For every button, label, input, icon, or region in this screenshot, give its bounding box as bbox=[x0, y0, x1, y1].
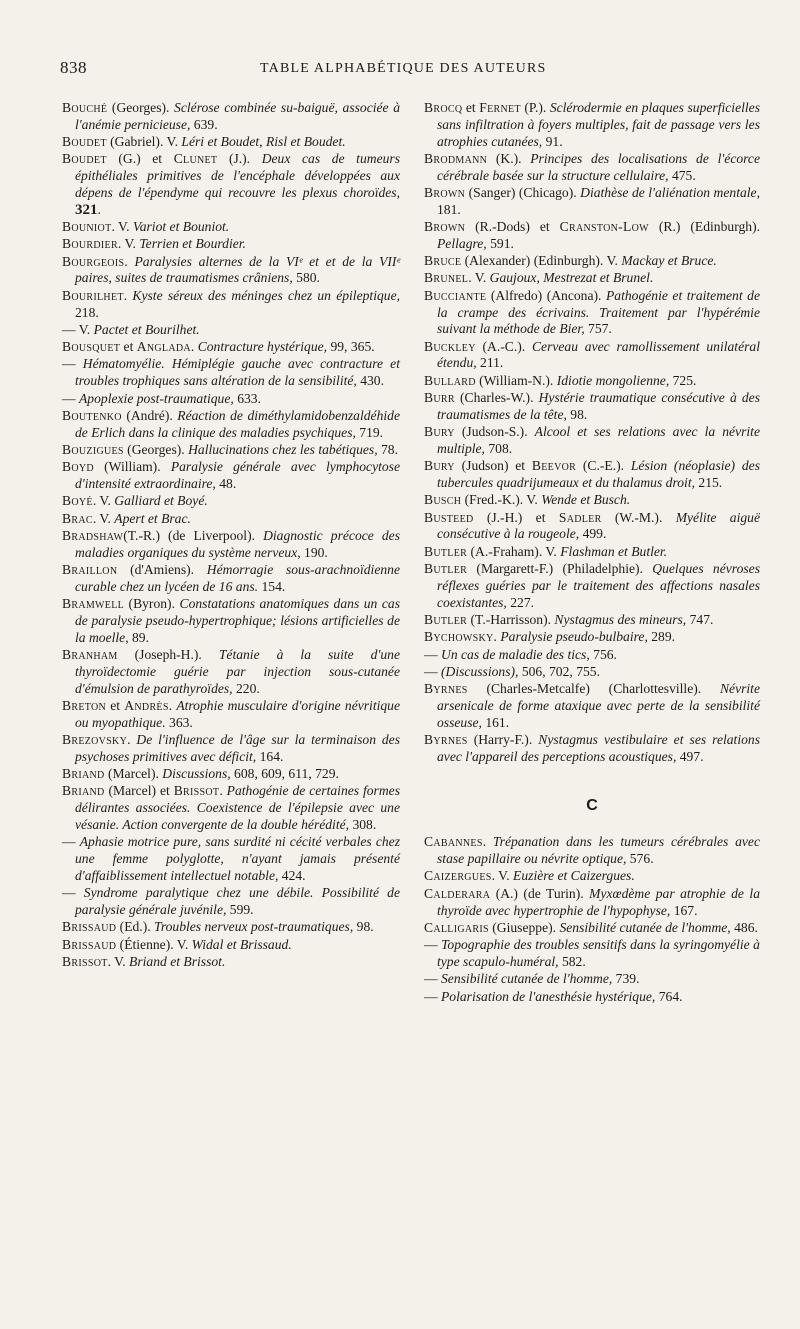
entry-text: 486. bbox=[730, 919, 758, 935]
entry-text: 475. bbox=[668, 167, 696, 183]
entry-text: . V. bbox=[468, 270, 490, 286]
work-title: Sclérose combinée su-baiguë, associée à l'anémie pernicieuse, bbox=[75, 100, 400, 132]
entry-text: 576. bbox=[626, 851, 654, 867]
author-name: Anglada bbox=[136, 339, 191, 355]
index-entry bbox=[62, 408, 400, 442]
entry-text: (K.). bbox=[487, 150, 531, 166]
entry-text: (A.) (de Turin). bbox=[490, 885, 590, 901]
author-name: Busteed bbox=[424, 509, 474, 525]
work-title: Hémorragie sous-arachnoïdienne curable chez un lycéen de 16 ans. bbox=[75, 562, 400, 594]
author-name: Brissaud bbox=[62, 919, 117, 935]
entry-text: 756. bbox=[589, 646, 617, 662]
entry-text: (C.-E.). bbox=[576, 458, 631, 474]
entry-text: — bbox=[62, 356, 83, 372]
entry-text: (Giuseppe). bbox=[488, 919, 560, 935]
index-entry bbox=[424, 219, 760, 253]
entry-text: 591. bbox=[486, 235, 514, 251]
work-title: Diagnostic précoce des maladies organiques du système nerveux, bbox=[75, 527, 400, 560]
work-title: Kyste séreux des méninges chez un épileptique, bbox=[132, 287, 400, 303]
work-title: Gaujoux, Mestrezat et Brunel. bbox=[489, 270, 654, 286]
entry-text: 430. bbox=[356, 373, 384, 389]
entry-text: . V. bbox=[92, 510, 115, 526]
author-name: Brown bbox=[424, 184, 466, 200]
work-title: Wende et Busch. bbox=[541, 492, 631, 508]
index-entry bbox=[62, 596, 400, 646]
author-name: Sadler bbox=[558, 509, 602, 525]
entry-text: . V. bbox=[92, 493, 115, 509]
work-title: Principes des localisations de l'écorce cérébrale basée sur la structure cellulaire, bbox=[437, 150, 760, 183]
entry-text: . V. bbox=[491, 868, 514, 884]
entry-text: 190. bbox=[300, 544, 328, 560]
index-entry bbox=[424, 151, 760, 185]
author-name: Brissot bbox=[62, 953, 108, 969]
entry-text: 289. bbox=[647, 629, 676, 645]
work-title: Idiotie mongolienne, bbox=[556, 372, 670, 388]
work-title: (Discussions), bbox=[441, 663, 519, 679]
work-title: Mackay et Bruce. bbox=[621, 253, 717, 269]
author-name: Boudet bbox=[62, 134, 107, 150]
author-name: Brunel bbox=[424, 270, 469, 286]
author-name: Brissaud bbox=[62, 936, 117, 952]
work-title: Constatations anatomiques dans un cas de paralysie pseudo-hypertrophique; lésions artificielles de la moelle, bbox=[75, 596, 400, 645]
entry-text: 91. bbox=[542, 133, 563, 149]
entry-text: . bbox=[190, 339, 198, 355]
work-title: Terrien et Bourdier. bbox=[139, 236, 246, 252]
work-title: Flashman et Butler. bbox=[560, 543, 668, 559]
index-entry bbox=[62, 236, 400, 253]
entry-text: (Fred.-K.). V. bbox=[461, 492, 542, 508]
entry-text: . bbox=[168, 697, 177, 713]
entry-text: (Joseph-H.). bbox=[117, 647, 219, 662]
author-name: Boutenko bbox=[62, 407, 122, 423]
index-entry bbox=[424, 612, 760, 629]
entry-text: 580. bbox=[292, 270, 320, 286]
index-entry bbox=[424, 561, 760, 611]
author-name: Butler bbox=[424, 611, 468, 627]
index-entry bbox=[62, 937, 400, 954]
index-entry bbox=[424, 834, 760, 868]
entry-text: et bbox=[120, 339, 137, 355]
index-entry bbox=[62, 151, 400, 218]
entry-text: 363. bbox=[165, 714, 193, 730]
author-name: Caizergues bbox=[424, 868, 492, 884]
author-name: Bury bbox=[424, 424, 455, 440]
entry-text: (Harry-F.). bbox=[467, 731, 539, 747]
author-name: Bruce bbox=[424, 253, 462, 269]
author-name: Boyd bbox=[62, 459, 94, 475]
author-name: Butler bbox=[424, 561, 468, 577]
work-title: Pellagre, bbox=[437, 235, 487, 251]
author-name: Byrnes bbox=[424, 731, 468, 747]
index-entry bbox=[62, 391, 400, 408]
entry-text: (Étienne). V. bbox=[116, 936, 192, 952]
index-entry bbox=[62, 442, 400, 459]
entry-text: 215. bbox=[695, 475, 723, 491]
entry-text: (A.-Fraham). V. bbox=[467, 543, 561, 559]
entry-text: — bbox=[424, 937, 442, 953]
entry-text: (Judson) et bbox=[454, 458, 532, 474]
work-title: Syndrome paralytique chez une débile. Possibilité de paralysie générale juvénile, bbox=[75, 885, 400, 917]
entry-text: — V. bbox=[62, 321, 94, 337]
index-entry bbox=[62, 493, 400, 510]
work-title: Hallucinations chez les tabétiques, bbox=[188, 441, 378, 457]
work-title: Widal et Brissaud. bbox=[191, 936, 292, 952]
entry-text: 220. bbox=[232, 680, 260, 696]
author-name: Bradshaw bbox=[62, 527, 124, 543]
entry-text: 78. bbox=[377, 441, 398, 457]
work-title: Deux cas de tumeurs épithéliales primitives de l'encéphale développées aux dépens de l'épendyme qui recouvre les plexus choroïdes, bbox=[75, 151, 400, 200]
index-entry bbox=[424, 373, 760, 390]
index-entry bbox=[62, 732, 400, 766]
entry-text: 167. bbox=[670, 902, 698, 918]
author-name: Burr bbox=[424, 390, 455, 406]
work-title: Cerveau avec ramollissement unilatéral étendu, bbox=[437, 338, 760, 371]
entry-text: 499. bbox=[579, 526, 607, 542]
entry-text: 164. bbox=[256, 748, 284, 764]
entry-text: . V. bbox=[117, 236, 140, 252]
work-title: Polarisation de l'anesthésie hystérique, bbox=[441, 988, 656, 1004]
author-name: Andrès bbox=[124, 697, 169, 713]
index-entry bbox=[424, 510, 760, 544]
running-title: TABLE ALPHABÉTIQUE DES AUTEURS bbox=[260, 61, 547, 76]
entry-text: (Alfredo) (Ancona). bbox=[486, 287, 606, 303]
index-entry bbox=[424, 185, 760, 219]
entry-text: (Margarett-F.) (Philadelphie). bbox=[467, 561, 653, 577]
work-title: Topographie des troubles sensitifs dans la syringomyélie à type scapulo-huméral, bbox=[437, 937, 760, 969]
entry-text: — bbox=[424, 971, 441, 987]
entry-text: 89. bbox=[128, 629, 149, 645]
author-name: Bychowsky bbox=[424, 629, 494, 645]
index-entry bbox=[424, 492, 760, 509]
author-name: Butler bbox=[424, 543, 468, 559]
entry-text: — bbox=[424, 646, 441, 662]
work-title: Euzière et Caizergues. bbox=[513, 868, 635, 884]
work-title: Discussions, bbox=[162, 766, 231, 782]
work-title: Quelques névroses réflexes guéries par le traitement des affections nasales coexistantes, bbox=[437, 561, 760, 610]
entry-text: 708. bbox=[484, 440, 513, 456]
entry-text: et bbox=[462, 100, 480, 115]
work-title: Névrite arsenicale de forme ataxique avec perte de la sensibilité osseuse, bbox=[437, 681, 760, 730]
index-entry bbox=[62, 254, 400, 288]
entry-text: 599. bbox=[226, 901, 254, 917]
entry-text: . bbox=[493, 629, 501, 645]
entry-text: — bbox=[424, 663, 441, 679]
author-name: Fernet bbox=[479, 100, 521, 115]
author-name: Busch bbox=[424, 492, 462, 508]
author-name: Breton bbox=[62, 697, 107, 713]
author-name: Briand bbox=[62, 783, 105, 799]
work-title: Contracture hystérique, bbox=[197, 339, 328, 355]
author-name: Bourilhet bbox=[62, 287, 124, 303]
entry-text: (Georges). bbox=[123, 441, 189, 457]
work-title: Apert et Brac. bbox=[114, 510, 191, 526]
entry-text: (Ed.). bbox=[116, 919, 155, 935]
entry-text: (André). bbox=[121, 407, 178, 423]
entry-text: 725. bbox=[669, 372, 697, 388]
author-name: Briand bbox=[62, 766, 105, 782]
index-entry bbox=[424, 424, 760, 458]
index-entry bbox=[424, 681, 760, 731]
work-title: Hématomyélie. Hémiplégie gauche avec contracture et troubles trophiques sans altération de la sensibilité, bbox=[75, 356, 400, 389]
work-title: Un cas de maladie des tics, bbox=[441, 646, 590, 662]
index-entry bbox=[62, 647, 400, 697]
entry-text: 608, 609, 611, 729. bbox=[230, 766, 339, 782]
work-title: Sensibilité cutanée de l'homme, bbox=[559, 919, 731, 935]
work-title: Pactet et Bourilhet. bbox=[93, 321, 200, 337]
entry-text: (Charles-W.). bbox=[454, 390, 539, 406]
entry-text: (Byron). bbox=[124, 596, 180, 612]
work-title: Nystagmus vestibulaire et ses relations avec l'appareil des perceptions acoustiques, bbox=[437, 731, 760, 764]
work-title: Alcool et ses relations avec la névrite multiple, bbox=[437, 424, 760, 456]
entry-text: (William). bbox=[93, 459, 171, 475]
index-entry bbox=[424, 647, 760, 664]
author-name: Cranston-Low bbox=[559, 219, 649, 235]
index-entry bbox=[424, 920, 760, 937]
work-title: Myxœdème par atrophie de la thyroïde avec hypertrophie de l'hypophyse, bbox=[437, 885, 760, 918]
author-name: Bouniot bbox=[62, 219, 112, 235]
index-entry bbox=[62, 954, 400, 971]
work-title: Paralysie générale avec lymphocytose d'intensité extraordinaire, bbox=[75, 459, 401, 492]
entry-text: . bbox=[482, 834, 493, 850]
entry-text: 757. bbox=[584, 321, 612, 337]
index-entry bbox=[424, 868, 760, 885]
work-title: Atrophie musculaire d'origine névritique ou myopathique. bbox=[75, 697, 401, 730]
index-entry bbox=[424, 886, 760, 920]
entry-text: 497. bbox=[676, 748, 704, 764]
entry-text: 161. bbox=[481, 714, 510, 730]
author-name: Buckley bbox=[424, 338, 476, 354]
entry-text: 639. bbox=[190, 116, 218, 132]
entry-text: (P.). bbox=[520, 100, 550, 115]
author-name: Bourdier bbox=[62, 236, 118, 252]
work-title: Pathogénie et traitement de la crampe des écrivains. Traitement par l'hypérémie suivant la méthode de Bier, bbox=[437, 287, 760, 337]
index-entry bbox=[424, 971, 760, 988]
author-name: Cabannes bbox=[424, 834, 483, 850]
index-entry bbox=[62, 783, 400, 833]
work-title: Aphasie motrice pure, sans surdité ni cécité verbales chez une femme polyglotte, n'ayant jamais présenté d'affaiblissement intellectuel notable, bbox=[75, 834, 400, 883]
work-title: Léri et Boudet, Risl et Boudet. bbox=[181, 134, 346, 150]
author-name: Bucciante bbox=[424, 287, 487, 303]
entry-text: 747. bbox=[686, 611, 714, 627]
author-name: Beevor bbox=[531, 458, 577, 474]
index-entry bbox=[62, 288, 400, 322]
entry-text: (Marcel) et bbox=[104, 783, 174, 799]
index-entry bbox=[424, 270, 760, 287]
entry-text: 719. bbox=[355, 424, 384, 440]
index-entry bbox=[62, 919, 400, 936]
work-title: Variot et Bouniot. bbox=[132, 219, 230, 235]
index-entry bbox=[62, 322, 400, 339]
author-name: Bouzigues bbox=[62, 441, 124, 457]
index-entry bbox=[62, 834, 400, 884]
index-entry bbox=[62, 698, 400, 732]
entry-text: 227. bbox=[506, 594, 535, 610]
entry-text: 308. bbox=[349, 816, 377, 832]
index-entry bbox=[62, 511, 400, 528]
author-name: Brown bbox=[424, 219, 466, 235]
entry-text: (Gabriel). V. bbox=[106, 134, 182, 150]
entry-text: . V. bbox=[107, 953, 130, 969]
index-entry bbox=[424, 253, 760, 270]
index-entry bbox=[424, 629, 760, 646]
author-name: Bramwell bbox=[62, 596, 125, 612]
index-entry bbox=[62, 219, 400, 236]
index-entry bbox=[62, 459, 400, 493]
index-entry bbox=[62, 528, 400, 562]
page-header bbox=[60, 58, 760, 84]
entry-text: (Charles-Metcalfe) (Charlottesville). bbox=[467, 681, 720, 697]
index-entry bbox=[424, 544, 760, 561]
work-title: Paralysie pseudo-bulbaire, bbox=[500, 629, 648, 645]
entry-text: (G.) et bbox=[106, 151, 174, 167]
index-entry bbox=[62, 766, 400, 783]
left-column bbox=[62, 100, 400, 971]
index-entry bbox=[424, 390, 760, 424]
entry-text: . bbox=[219, 783, 227, 799]
entry-text: (Judson-S.). bbox=[454, 424, 535, 440]
author-name: Bouché bbox=[62, 100, 108, 115]
page-ref-bold: 321 bbox=[75, 201, 98, 218]
author-name: Bourgeois bbox=[62, 253, 125, 269]
index-entry bbox=[424, 732, 760, 766]
entry-text: — bbox=[62, 390, 79, 406]
right-column bbox=[424, 100, 760, 1006]
index-entry bbox=[62, 356, 400, 390]
entry-text: . bbox=[127, 731, 137, 747]
index-entry bbox=[424, 288, 760, 338]
index-entry bbox=[62, 339, 400, 356]
index-entry bbox=[424, 100, 760, 150]
entry-text: 218. bbox=[75, 304, 99, 320]
entry-text: (T.-Harrisson). bbox=[467, 611, 555, 627]
work-title: Tétanie à la suite d'une thyroïdectomie guérie par injection sous-cutanée d'émulsion de parathyroïdes, bbox=[75, 647, 401, 696]
entry-text: (Marcel). bbox=[104, 766, 163, 782]
author-name: Boyé bbox=[62, 493, 93, 509]
entry-text: (Georges). bbox=[107, 100, 175, 115]
work-title: Apoplexie post-traumatique, bbox=[79, 390, 234, 406]
entry-text: . bbox=[124, 253, 135, 269]
work-title: Briand et Brissot. bbox=[129, 953, 226, 969]
work-title: Galliard et Boyé. bbox=[114, 493, 208, 509]
work-title: Myélite aiguë consécutive à la rougeole, bbox=[437, 509, 760, 542]
author-name: Bury bbox=[424, 458, 455, 474]
author-name: Byrnes bbox=[424, 681, 468, 697]
work-title: Troubles nerveux post-traumatiques, bbox=[154, 919, 354, 935]
entry-text: — bbox=[424, 988, 441, 1004]
entry-text: (Sanger) (Chicago). bbox=[465, 184, 581, 200]
entry-text: (William-N.). bbox=[475, 372, 557, 388]
index-entry bbox=[62, 562, 400, 596]
entry-text: 48. bbox=[215, 476, 237, 492]
entry-text: — bbox=[62, 885, 84, 901]
entry-text: (d'Amiens). bbox=[117, 562, 207, 578]
work-title: Trépanation dans les tumeurs cérébrales avec stase papillaire ou névrite optique, bbox=[437, 834, 761, 867]
entry-text: — bbox=[62, 834, 80, 850]
work-title: Diathèse de l'aliénation mentale, bbox=[580, 184, 760, 200]
author-name: Clunet bbox=[173, 151, 218, 167]
entry-text: 424. bbox=[278, 867, 306, 883]
author-name: Brac bbox=[62, 510, 93, 526]
work-title: De l'influence de l'âge sur la terminaison des psychoses primitives avec déficit, bbox=[75, 731, 401, 764]
author-name: Brocq bbox=[424, 100, 463, 115]
index-entry bbox=[62, 134, 400, 151]
index-entry bbox=[424, 458, 760, 492]
entry-text: (R.-Dods) et bbox=[465, 219, 560, 235]
author-name: Boudet bbox=[62, 151, 107, 167]
entry-text: . V. bbox=[111, 219, 133, 235]
entry-text: 181. bbox=[437, 201, 461, 217]
entry-text: (Alexander) (Edinburgh). V. bbox=[461, 253, 622, 269]
author-name: Bullard bbox=[424, 372, 476, 388]
author-name: Bousquet bbox=[62, 339, 121, 355]
author-name: Calligaris bbox=[424, 919, 489, 935]
work-title: Pathogénie de certaines formes délirantes associées. Coexistence de l'épilepsie avec une vésanie. Action convergente de la double hérédité, bbox=[75, 783, 400, 832]
entry-text: (J.-H.) et bbox=[473, 509, 559, 525]
entry-text: (A.-C.). bbox=[475, 338, 532, 354]
index-entry bbox=[62, 100, 400, 134]
work-title: Paralysies alternes de la VIᵉ et et de la VIIᵉ paires, suites de traumatismes crâniens, bbox=[75, 253, 401, 286]
author-name: Brodmann bbox=[424, 150, 488, 166]
work-title: Sensibilité cutanée de l'homme, bbox=[441, 971, 613, 987]
entry-text: 506, 702, 755. bbox=[518, 663, 600, 679]
index-entry bbox=[424, 989, 760, 1006]
work-title: Sclérodermie en plaques superficielles sans infiltration à foyers multiples, fait de passage vers les atrophies cutanées, bbox=[437, 100, 760, 149]
entry-text: 764. bbox=[655, 988, 683, 1004]
entry-text: 99, 365. bbox=[327, 339, 375, 355]
entry-text: 211. bbox=[476, 355, 504, 371]
author-name: Braillon bbox=[62, 562, 118, 578]
index-entry bbox=[424, 937, 760, 971]
author-name: Brissot bbox=[173, 783, 220, 799]
entry-text: . bbox=[97, 201, 101, 217]
entry-text: 98. bbox=[566, 406, 588, 422]
index-entry bbox=[62, 885, 400, 919]
section-letter: C bbox=[586, 796, 598, 814]
index-entry bbox=[424, 339, 760, 373]
entry-text: (W.-M.). bbox=[601, 509, 676, 525]
work-title: Hystérie traumatique consécutive à des traumatismes de la tête, bbox=[437, 390, 760, 422]
entry-text: (T.-R.) (de Liverpool). bbox=[123, 527, 264, 543]
entry-text: . bbox=[123, 287, 133, 303]
entry-text: (J.). bbox=[217, 151, 262, 167]
entry-text: et bbox=[106, 697, 125, 713]
entry-text: (R.) (Edinburgh). bbox=[648, 219, 760, 235]
work-title: Réaction de diméthylamidobenzaldéhide de Erlich dans la clinique des maladies psychiques, bbox=[75, 407, 400, 440]
entry-text: 633. bbox=[233, 390, 261, 406]
index-entry bbox=[424, 664, 760, 681]
entry-text: 98. bbox=[353, 919, 374, 935]
entry-text: 154. bbox=[258, 578, 286, 594]
author-name: Brezovsky bbox=[62, 731, 128, 747]
entry-text: 582. bbox=[558, 953, 586, 969]
page-number: 838 bbox=[60, 58, 87, 77]
author-name: Calderara bbox=[424, 885, 491, 901]
author-name: Branham bbox=[62, 647, 118, 662]
work-title: Nystagmus des mineurs, bbox=[554, 611, 687, 627]
work-title: Lésion (néoplasie) des tubercules quadrijumeaux et du thalamus droit, bbox=[437, 458, 760, 491]
entry-text: 739. bbox=[612, 971, 640, 987]
